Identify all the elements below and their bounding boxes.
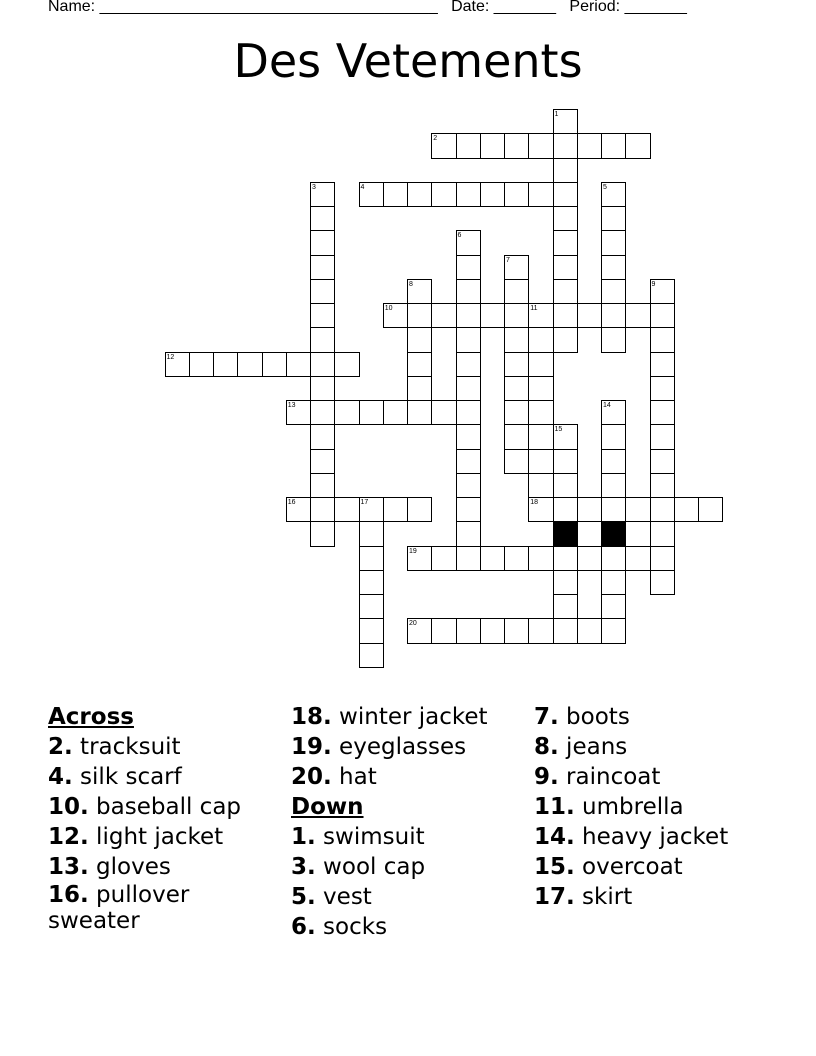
clue-item xyxy=(534,702,774,732)
grid-cell[interactable] xyxy=(601,255,626,280)
clue-number-label: 14 xyxy=(603,402,611,409)
clue-number-label: 6 xyxy=(457,232,462,240)
clue-text: overcoat xyxy=(574,854,683,880)
grid-cell[interactable] xyxy=(431,182,456,207)
grid-cell[interactable] xyxy=(698,497,723,522)
grid-cell[interactable] xyxy=(237,352,262,377)
clue-text: light jacket xyxy=(88,824,224,850)
page-title: Des Vetements xyxy=(233,34,583,88)
grid-cell[interactable] xyxy=(407,352,432,377)
grid-cell[interactable] xyxy=(480,303,505,328)
clue-item xyxy=(291,852,531,882)
clue-number-label: 9 xyxy=(651,280,656,288)
clue-item xyxy=(48,852,288,882)
clue-number-label: 8 xyxy=(409,280,413,288)
clue-number-label: 1 xyxy=(554,111,559,118)
grid-cell[interactable] xyxy=(650,400,675,425)
grid-cell[interactable] xyxy=(456,449,481,474)
clue-number-label: 11 xyxy=(530,305,538,312)
grid-cell[interactable] xyxy=(456,400,481,425)
grid-cell[interactable] xyxy=(528,424,553,449)
clue-number-label: 4 xyxy=(360,183,365,191)
clue-item xyxy=(48,822,288,852)
grid-cell[interactable] xyxy=(359,570,384,595)
grid-cell[interactable] xyxy=(577,497,602,522)
clue-text: boots xyxy=(558,704,630,730)
clue-text: pullover sweater xyxy=(48,882,190,934)
grid-cell[interactable] xyxy=(456,424,481,449)
grid-cell[interactable] xyxy=(650,497,675,522)
grid-cell[interactable] xyxy=(456,303,481,328)
clue-item xyxy=(534,792,774,822)
grid-cell[interactable] xyxy=(334,400,359,425)
grid-cell[interactable] xyxy=(577,546,602,571)
grid-cell[interactable] xyxy=(456,546,481,571)
grid-cell[interactable] xyxy=(480,182,505,207)
grid-cell[interactable] xyxy=(359,594,384,619)
grid-cell[interactable] xyxy=(359,521,384,546)
clue-text: raincoat xyxy=(558,764,661,790)
clue-text: gloves xyxy=(88,854,171,880)
grid-cell[interactable] xyxy=(310,352,335,377)
clue-number: 7. xyxy=(534,704,559,730)
clue-column-2 xyxy=(291,702,531,942)
grid-cell[interactable] xyxy=(456,327,481,352)
clue-item xyxy=(534,762,774,792)
clue-number-label: 16 xyxy=(287,499,296,506)
grid-cell[interactable] xyxy=(674,497,699,522)
grid-cell[interactable] xyxy=(625,133,650,158)
clue-text: vest xyxy=(315,884,372,910)
grid-cell[interactable] xyxy=(504,352,529,377)
grid-cell[interactable] xyxy=(286,352,311,377)
grid-cell[interactable] xyxy=(334,497,359,522)
grid-cell[interactable] xyxy=(528,473,553,498)
grid-cell[interactable] xyxy=(310,230,335,255)
grid-cell[interactable] xyxy=(189,352,214,377)
grid-cell[interactable] xyxy=(456,497,481,522)
clue-text: tracksuit xyxy=(72,734,181,760)
grid-cell[interactable] xyxy=(310,206,335,231)
grid-cell[interactable] xyxy=(528,133,553,158)
grid-cell[interactable] xyxy=(601,546,626,571)
clue-number: 16. xyxy=(48,882,89,908)
grid-cell[interactable] xyxy=(504,303,529,328)
date-line[interactable]: _______ xyxy=(493,0,557,15)
clue-item xyxy=(48,762,288,792)
grid-cell[interactable] xyxy=(601,449,626,474)
clue-text: socks xyxy=(315,914,388,940)
grid-cell[interactable] xyxy=(601,473,626,498)
clue-number-label: 17 xyxy=(360,499,369,506)
grid-cell[interactable] xyxy=(480,618,505,643)
grid-cell[interactable] xyxy=(431,400,456,425)
grid-cell[interactable] xyxy=(310,376,335,401)
grid-cell[interactable] xyxy=(213,352,238,377)
grid-cell[interactable] xyxy=(553,206,578,231)
clue-number: 13. xyxy=(48,854,89,880)
grid-cell[interactable] xyxy=(431,303,456,328)
grid-cell[interactable] xyxy=(383,497,408,522)
grid-cell[interactable] xyxy=(528,376,553,401)
grid-cell[interactable] xyxy=(650,376,675,401)
black-cell xyxy=(601,521,626,546)
grid-cell[interactable] xyxy=(553,473,578,498)
clue-item xyxy=(534,732,774,762)
grid-cell[interactable] xyxy=(431,618,456,643)
grid-cell[interactable] xyxy=(650,546,675,571)
grid-cell[interactable] xyxy=(480,546,505,571)
grid-cell[interactable] xyxy=(553,594,578,619)
grid-cell[interactable] xyxy=(504,376,529,401)
grid-cell[interactable] xyxy=(528,327,553,352)
clue-column-3 xyxy=(534,702,774,912)
grid-cell[interactable] xyxy=(504,182,529,207)
grid-cell[interactable] xyxy=(528,449,553,474)
clue-number: 15. xyxy=(534,854,575,880)
clue-number: 3. xyxy=(291,854,316,880)
grid-cell[interactable] xyxy=(310,400,335,425)
grid-cell[interactable] xyxy=(650,473,675,498)
period-label: Period: xyxy=(569,0,621,15)
clue-text: jeans xyxy=(558,734,628,760)
grid-cell[interactable] xyxy=(310,449,335,474)
grid-cell[interactable] xyxy=(601,424,626,449)
grid-cell[interactable] xyxy=(431,546,456,571)
grid-cell[interactable] xyxy=(553,133,578,158)
grid-cell[interactable] xyxy=(407,376,432,401)
clue-number: 18. xyxy=(291,704,332,730)
clue-item xyxy=(534,882,774,912)
clue-number-label: 13 xyxy=(287,402,296,409)
clue-number-label: 15 xyxy=(554,426,563,434)
grid-cell[interactable] xyxy=(528,400,553,425)
grid-cell[interactable] xyxy=(577,303,602,328)
grid-cell[interactable] xyxy=(553,546,578,571)
clue-text: hat xyxy=(331,764,377,790)
clue-number: 5. xyxy=(291,884,316,910)
grid-cell[interactable] xyxy=(456,352,481,377)
grid-cell[interactable] xyxy=(359,643,384,668)
clue-number-label: 10 xyxy=(384,305,393,312)
grid-cell[interactable] xyxy=(407,400,432,425)
clue-number: 20. xyxy=(291,764,332,790)
grid-cell[interactable] xyxy=(407,303,432,328)
clue-text: eyeglasses xyxy=(331,734,467,760)
grid-cell[interactable] xyxy=(553,255,578,280)
grid-cell[interactable] xyxy=(383,400,408,425)
grid-cell[interactable] xyxy=(577,133,602,158)
grid-cell[interactable] xyxy=(504,400,529,425)
grid-cell[interactable] xyxy=(601,594,626,619)
grid-cell[interactable] xyxy=(577,618,602,643)
period-line[interactable]: _______ xyxy=(624,0,687,15)
grid-cell[interactable] xyxy=(310,473,335,498)
grid-cell[interactable] xyxy=(528,182,553,207)
clue-item xyxy=(48,792,288,822)
clue-item xyxy=(534,822,774,852)
grid-cell[interactable] xyxy=(456,279,481,304)
grid-cell[interactable] xyxy=(504,449,529,474)
grid-cell[interactable] xyxy=(528,546,553,571)
grid-cell[interactable] xyxy=(553,279,578,304)
grid-cell[interactable] xyxy=(310,279,335,304)
grid-cell[interactable] xyxy=(553,303,578,328)
clue-item xyxy=(48,882,288,934)
clue-number: 8. xyxy=(534,734,559,760)
grid-cell[interactable] xyxy=(407,497,432,522)
clue-number-label: 5 xyxy=(603,183,607,191)
grid-cell[interactable] xyxy=(359,400,384,425)
grid-cell[interactable] xyxy=(456,255,481,280)
black-cell xyxy=(553,521,578,546)
clue-number-label: 3 xyxy=(312,183,316,191)
clue-number: 12. xyxy=(48,824,89,850)
grid-cell[interactable] xyxy=(407,327,432,352)
grid-cell[interactable] xyxy=(504,546,529,571)
grid-cell[interactable] xyxy=(625,497,650,522)
grid-cell[interactable] xyxy=(383,182,408,207)
clue-section-heading: Down xyxy=(291,794,364,820)
grid-cell[interactable] xyxy=(625,303,650,328)
grid-cell[interactable] xyxy=(650,327,675,352)
grid-cell[interactable] xyxy=(650,449,675,474)
grid-cell[interactable] xyxy=(625,546,650,571)
clue-number: 14. xyxy=(534,824,575,850)
grid-cell[interactable] xyxy=(601,497,626,522)
clue-number-label: 18 xyxy=(530,499,539,506)
grid-cell[interactable] xyxy=(650,352,675,377)
grid-cell[interactable] xyxy=(262,352,287,377)
clue-item xyxy=(291,882,531,912)
clue-text: skirt xyxy=(574,884,633,910)
grid-cell[interactable] xyxy=(553,570,578,595)
clue-text: swimsuit xyxy=(315,824,425,850)
clue-item xyxy=(291,912,531,942)
grid-cell[interactable] xyxy=(650,424,675,449)
grid-cell[interactable] xyxy=(650,570,675,595)
clue-item xyxy=(291,822,531,852)
clue-number: 11. xyxy=(534,794,575,820)
grid-cell[interactable] xyxy=(553,158,578,183)
grid-cell[interactable] xyxy=(456,618,481,643)
clue-text: wool cap xyxy=(315,854,426,880)
clue-column-1 xyxy=(48,702,288,934)
clue-item xyxy=(291,732,531,762)
name-label: Name: xyxy=(48,0,96,15)
grid-cell[interactable] xyxy=(601,230,626,255)
grid-cell[interactable] xyxy=(334,352,359,377)
clue-text: umbrella xyxy=(574,794,684,820)
grid-cell[interactable] xyxy=(601,133,626,158)
clue-number: 2. xyxy=(48,734,73,760)
grid-cell[interactable] xyxy=(504,327,529,352)
grid-cell[interactable] xyxy=(504,133,529,158)
clue-number-label: 19 xyxy=(409,547,417,555)
grid-cell[interactable] xyxy=(650,303,675,328)
grid-cell[interactable] xyxy=(553,618,578,643)
clue-number: 1. xyxy=(291,824,316,850)
grid-cell[interactable] xyxy=(553,497,578,522)
clue-number: 19. xyxy=(291,734,332,760)
grid-cell[interactable] xyxy=(504,424,529,449)
grid-cell[interactable] xyxy=(456,521,481,546)
grid-cell[interactable] xyxy=(601,303,626,328)
clue-number-label: 20 xyxy=(409,620,417,628)
clue-number-label: 2 xyxy=(433,135,438,143)
grid-cell[interactable] xyxy=(310,327,335,352)
grid-cell[interactable] xyxy=(359,546,384,571)
date-label: Date: xyxy=(451,0,490,15)
grid-cell[interactable] xyxy=(601,570,626,595)
clue-number: 6. xyxy=(291,914,316,940)
clue-item xyxy=(291,762,531,792)
grid-cell[interactable] xyxy=(601,327,626,352)
grid-cell[interactable] xyxy=(310,497,335,522)
clue-section-heading: Across xyxy=(48,704,134,730)
clue-text: winter jacket xyxy=(331,704,488,730)
grid-cell[interactable] xyxy=(456,182,481,207)
grid-cell[interactable] xyxy=(601,618,626,643)
grid-cell[interactable] xyxy=(480,133,505,158)
grid-cell[interactable] xyxy=(553,327,578,352)
grid-cell[interactable] xyxy=(310,424,335,449)
clue-text: baseball cap xyxy=(88,794,242,820)
clue-text: heavy jacket xyxy=(574,824,729,850)
clue-item xyxy=(534,852,774,882)
grid-cell[interactable] xyxy=(456,133,481,158)
clue-number-label: 7 xyxy=(506,256,510,264)
grid-cell[interactable] xyxy=(310,303,335,328)
grid-cell[interactable] xyxy=(359,618,384,643)
grid-cell[interactable] xyxy=(504,618,529,643)
grid-cell[interactable] xyxy=(601,279,626,304)
grid-cell[interactable] xyxy=(310,255,335,280)
grid-cell[interactable] xyxy=(553,449,578,474)
clue-number-label: 12 xyxy=(166,353,175,361)
clue-number: 10. xyxy=(48,794,89,820)
clue-number: 4. xyxy=(48,764,73,790)
grid-cell[interactable] xyxy=(528,618,553,643)
clue-text: silk scarf xyxy=(72,764,182,790)
name-line[interactable]: ______________________________________ xyxy=(99,0,438,15)
grid-cell[interactable] xyxy=(407,182,432,207)
grid-cell[interactable] xyxy=(504,279,529,304)
grid-cell[interactable] xyxy=(528,352,553,377)
clue-item xyxy=(291,702,531,732)
grid-cell[interactable] xyxy=(553,230,578,255)
clue-number: 17. xyxy=(534,884,575,910)
clue-number: 9. xyxy=(534,764,559,790)
grid-cell[interactable] xyxy=(456,473,481,498)
grid-cell[interactable] xyxy=(456,376,481,401)
grid-cell[interactable] xyxy=(310,521,335,546)
grid-cell[interactable] xyxy=(601,206,626,231)
grid-cell[interactable] xyxy=(650,521,675,546)
grid-cell[interactable] xyxy=(553,182,578,207)
clue-item xyxy=(48,732,288,762)
